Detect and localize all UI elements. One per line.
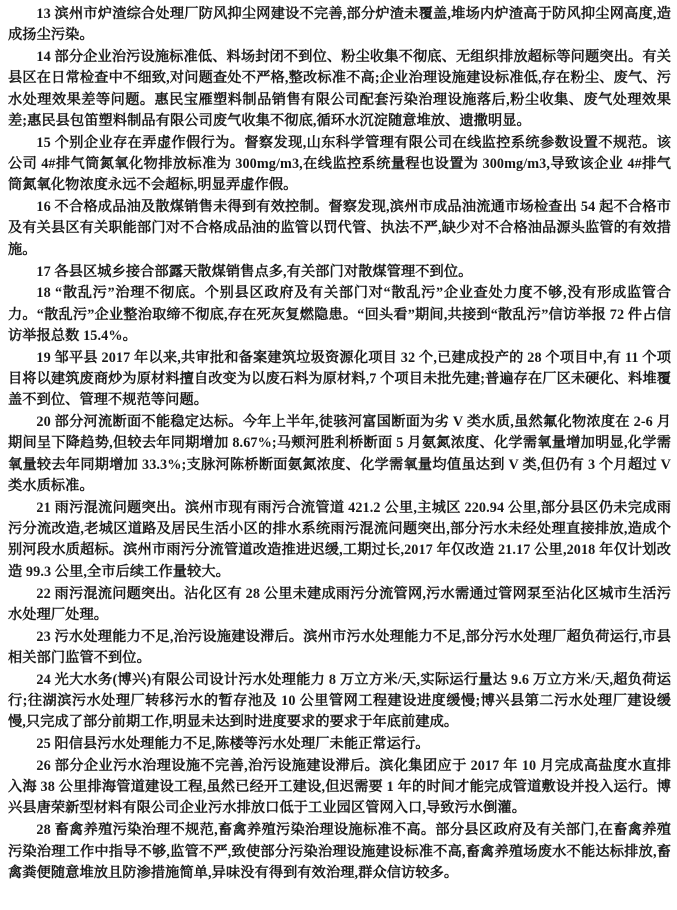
paragraph: 23 污水处理能力不足,治污设施建设滞后。滨州市污水处理能力不足,部分污水处理厂超负荷运行,市县相关部门监管不到位。 xyxy=(8,628,671,666)
paragraph: 25 阳信县污水处理能力不足,陈楼等污水处理厂未能正常运行。 xyxy=(36,736,430,753)
paragraph: 24 光大水务(博兴)有限公司设计污水处理能力 8 万立方米/天,实际运行量达 9.6 万立方米/天,超负荷运行;往湖滨污水处理厂转移污水的暂存池及 10 公里管网工程建设进度缓慢;博兴县第二污水处理厂建设缓慢,只完成了部分前期工作,明显未达到时进度要求的要求于年底前建成。 xyxy=(8,671,671,731)
paragraph: 20 部分河流断面不能稳定达标。今年上半年,徒骇河富国断面为劣 V 类水质,虽然氟化物浓度在 2-6 月期间呈下降趋势,但较去年同期增加 8.67%;马颊河胜利桥断面 5 月氨氮浓度、化学需氧量增加明显,化学需氧量较去年同期增加 33.3%;支脉河陈桥断面氨氮浓度、化学需氧量均值虽达到 V 类,但仍有 3 个月超过 V 类水质标准。 xyxy=(8,414,671,495)
paragraph: 16 不合格成品油及散煤销售未得到有效控制。督察发现,滨州市成品油流通市场检查出 54 起不合格市及有关县区有关职能部门对不合格成品油的监管以罚代管、执法不严,缺少对不合格油品源头监管的有效措施。 xyxy=(8,199,671,258)
paragraph: 17 各县区城乡接合部露天散煤销售点多,有关部门对散煤管理不到位。 xyxy=(36,263,473,280)
paragraph: 26 部分企业污水治理设施不完善,治污设施建设滞后。滨化集团应于 2017 年 10 月完成高盐度水直排入海 38 公里排海管道建设工程,虽然已经开工建设,但迟需要 1 年的时间才能完成管道敷设并投入运行。博兴县唐荣新型材料有限公司企业污水排放口低于工业园区管网入口,导致污水倒灌。 xyxy=(8,757,671,817)
paragraph: 28 畜禽养殖污染治理不规范,畜禽养殖污染治理设施标准不高。部分县区政府及有关部门,在畜禽养殖污染治理工作中指导不够,监管不严,致使部分污染治理设施建设标准不高,畜禽养殖场废水不能达标排放,畜禽粪便随意堆放且防渗措施简单,异味没有得到有效治理,群众信访较多。 xyxy=(8,822,671,881)
paragraph: 19 邹平县 2017 年以来,共审批和备案建筑垃圾资源化项目 32 个,已建成投产的 28 个项目中,有 11 个项目将以建筑废商炒为原材料擅自改变为以废石料为原材料,7 个项目未批先建;普遍存在厂区未硬化、料堆覆盖不到位、管理不规范等问题。 xyxy=(8,349,671,409)
paragraph: 21 雨污混流问题突出。滨州市现有雨污合流管道 421.2 公里,主城区 220.94 公里,部分县区仍未完成雨污分流改造,老城区道路及居民生活小区的排水系统雨污混流问题突出,部分污水未经处理直接排放,造成个别河段水质超标。滨州市雨污分流管道改造推进迟缓,工期过长,2017 年仅改造 21.17 公里,2018 年仅计划改造 99.3 公里,全市后续工作量较大。 xyxy=(8,499,671,580)
paragraph: 15 个别企业存在弄虚作假行为。督察发现,山东科学管理有限公司在线监控系统参数设置不规范。该公司 4#排气筒氮氧化物排放标准为 300mg/m3,在线监控系统量程也设置为 300mg/m3,导致该企业 4#排气筒氮氧化物浓度永远不会超标,明显弄虚作假。 xyxy=(8,134,671,194)
paragraph: 14 部分企业治污设施标准低、料场封闭不到位、粉尘收集不彻底、无组织排放超标等问题突出。有关县区在日常检查中不细致,对问题查处不严格,整改标准不高;企业治理设施建设标准低,存在粉尘、废气、污水处理效果差等问题。惠民宝雁塑料制品销售有限公司配套污染治理设施落后,粉尘收集、废气处理效果差;惠民县包笛塑料制品有限公司废气收集不彻底,循环水沉淀随意堆放、遗撒明显。 xyxy=(8,49,671,129)
paragraph: 22 雨污混流问题突出。沾化区有 28 公里未建成雨污分流管网,污水需通过管网泵至沾化区城市生活污水处理厂处理。 xyxy=(8,585,671,623)
paragraph: 18 “散乱污”治理不彻底。个别县区政府及有关部门对“散乱污”企业查处力度不够,没有形成监管合力。“散乱污”企业整治取缔不彻底,存在死灰复燃隐患。“回头看”期间,共接到“散乱污”信访举报 72 件占信访举报总数 15.4%。 xyxy=(8,285,671,344)
paragraph: 13 滨州市炉渣综合处理厂防风抑尘网建设不完善,部分炉渣未覆盖,堆场内炉渣高于防风抑尘网高度,造成扬尘污染。 xyxy=(8,6,671,44)
